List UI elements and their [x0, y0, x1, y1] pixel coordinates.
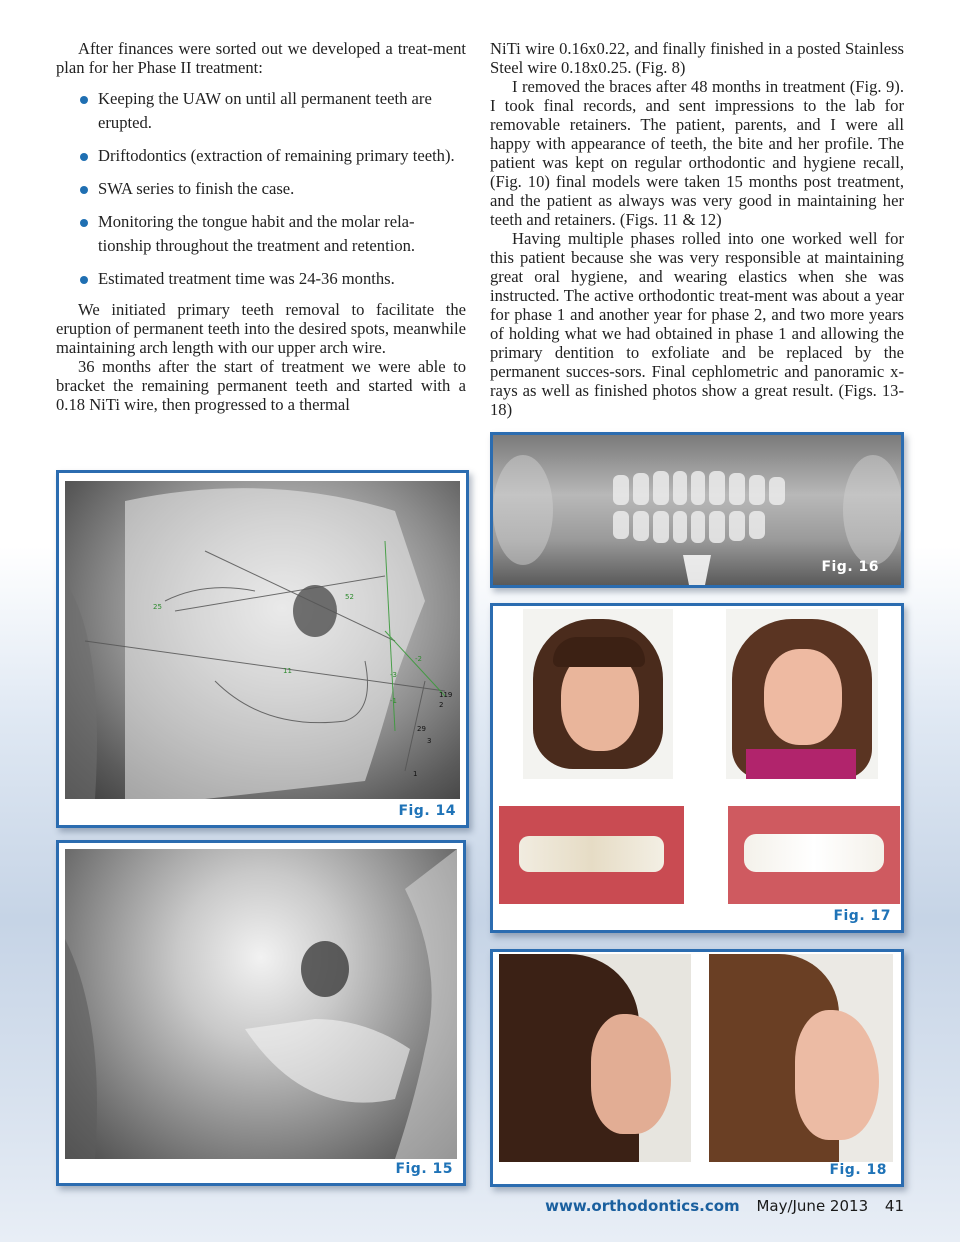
lateral-xray-image: [65, 849, 457, 1159]
list-item: Keeping the UAW on until all permanent teeth are erupted.: [56, 87, 466, 135]
figure-caption: Fig. 15: [395, 1161, 453, 1177]
bullet-icon: [80, 153, 88, 161]
tracing-number: 1: [413, 770, 418, 778]
xray-shapes: [65, 849, 457, 1159]
page-footer: [545, 1197, 904, 1215]
figure-caption: Fig. 18: [829, 1162, 887, 1178]
ceph-xray-image: [65, 481, 460, 799]
left-text-column: [56, 39, 466, 414]
bullet-icon: [80, 96, 88, 104]
tracing-labels: [413, 691, 452, 778]
tracing-overlay: [65, 481, 460, 799]
footer-url[interactable]: www.orthodontics.com: [545, 1197, 740, 1215]
bullet-icon: [80, 186, 88, 194]
bangs-shape: [553, 637, 645, 667]
figure-caption: Fig. 17: [833, 908, 891, 924]
treatment-plan-list: [56, 87, 466, 291]
tracing-number: -1: [390, 697, 397, 705]
figure-caption: Fig. 14: [398, 803, 456, 819]
figure-17-before-after-photos: [490, 603, 904, 933]
teeth-shape: [744, 834, 884, 872]
figure-15-lateral-xray: [56, 840, 466, 1186]
page-number: 41: [884, 1197, 904, 1215]
tracing-number: 11: [283, 667, 292, 675]
list-item: SWA series to finish the case.: [56, 177, 466, 201]
figure-14-ceph-tracing: [56, 470, 469, 828]
body-paragraph: Having multiple phases rolled into one worked well for this patient because she was very responsible at maintaining great oral hygiene, and wearing elastics when she was instructed. The active orthodontic treat-ment was about a year for phase 1 and another year for phase 2, and two more years of holding what we had obtained in phase 1 and allowing the primary dentition to exfoliate and be replaced by the permanent succes-sors. Final cephlometric and panoramic x-rays as well as finished photos show a great result. (Figs. 13-18): [490, 229, 904, 419]
tracing-number: 25: [153, 603, 162, 611]
face-shape: [591, 1014, 671, 1134]
body-paragraph: 36 months after the start of treatment we were able to bracket the remaining permanent teeth and started with a 0.18 NiTi wire, then progressed to a thermal: [56, 357, 466, 414]
right-text-column: [490, 39, 904, 419]
teeth-shape: [519, 836, 664, 872]
tracing-number: 52: [345, 593, 354, 601]
tracing-number: 2: [439, 701, 444, 709]
after-face-photo: [726, 609, 878, 779]
after-profile-photo: [709, 954, 893, 1162]
body-paragraph: NiTi wire 0.16x0.22, and finally finished in a posted Stainless Steel wire 0.18x0.25. (Fig. 8): [490, 39, 904, 77]
tracing-number: 29: [417, 725, 426, 733]
face-shape: [764, 649, 842, 745]
tracing-number: -3: [390, 671, 397, 679]
body-paragraph: I removed the braces after 48 months in treatment (Fig. 9). I took final records, and sent impressions to the lab for removable retainers. The patient, parents, and I were all happy with appearance of teeth, the bite and her profile. The patient was kept on regular orthodontic and hygiene recall, (Fig. 10) final models were taken 15 months post treatment, and the patient as always was very good in maintaining her teeth and retainers. (Figs. 11 & 12): [490, 77, 904, 229]
bullet-icon: [80, 219, 88, 227]
figure-18-profile-photos: [490, 949, 904, 1187]
tracing-number: -2: [415, 655, 422, 663]
figure-16-panoramic-xray: [490, 432, 904, 588]
tracing-number: 119: [439, 691, 453, 699]
intro-paragraph: After finances were sorted out we developed a treat-ment plan for her Phase II treatment:: [56, 39, 466, 77]
list-item: Monitoring the tongue habit and the molar rela-tionship throughout the treatment and retention.: [56, 210, 466, 258]
before-profile-photo: [499, 954, 691, 1162]
body-paragraph: We initiated primary teeth removal to facilitate the eruption of permanent teeth into the desired spots, meanwhile maintaining arch length with our upper arch wire.: [56, 300, 466, 357]
footer-issue: May/June 2013: [756, 1197, 869, 1215]
bullet-icon: [80, 276, 88, 284]
after-smile-photo: [728, 806, 900, 904]
before-face-photo: [523, 609, 673, 779]
shirt-shape: [746, 749, 856, 779]
before-smile-photo: [499, 806, 684, 904]
list-item: Driftodontics (extraction of remaining primary teeth).: [56, 144, 466, 168]
tracing-number: 3: [427, 737, 432, 745]
list-item: Estimated treatment time was 24-36 months.: [56, 267, 466, 291]
face-shape: [795, 1010, 879, 1140]
figure-caption: Fig. 16: [821, 559, 879, 575]
